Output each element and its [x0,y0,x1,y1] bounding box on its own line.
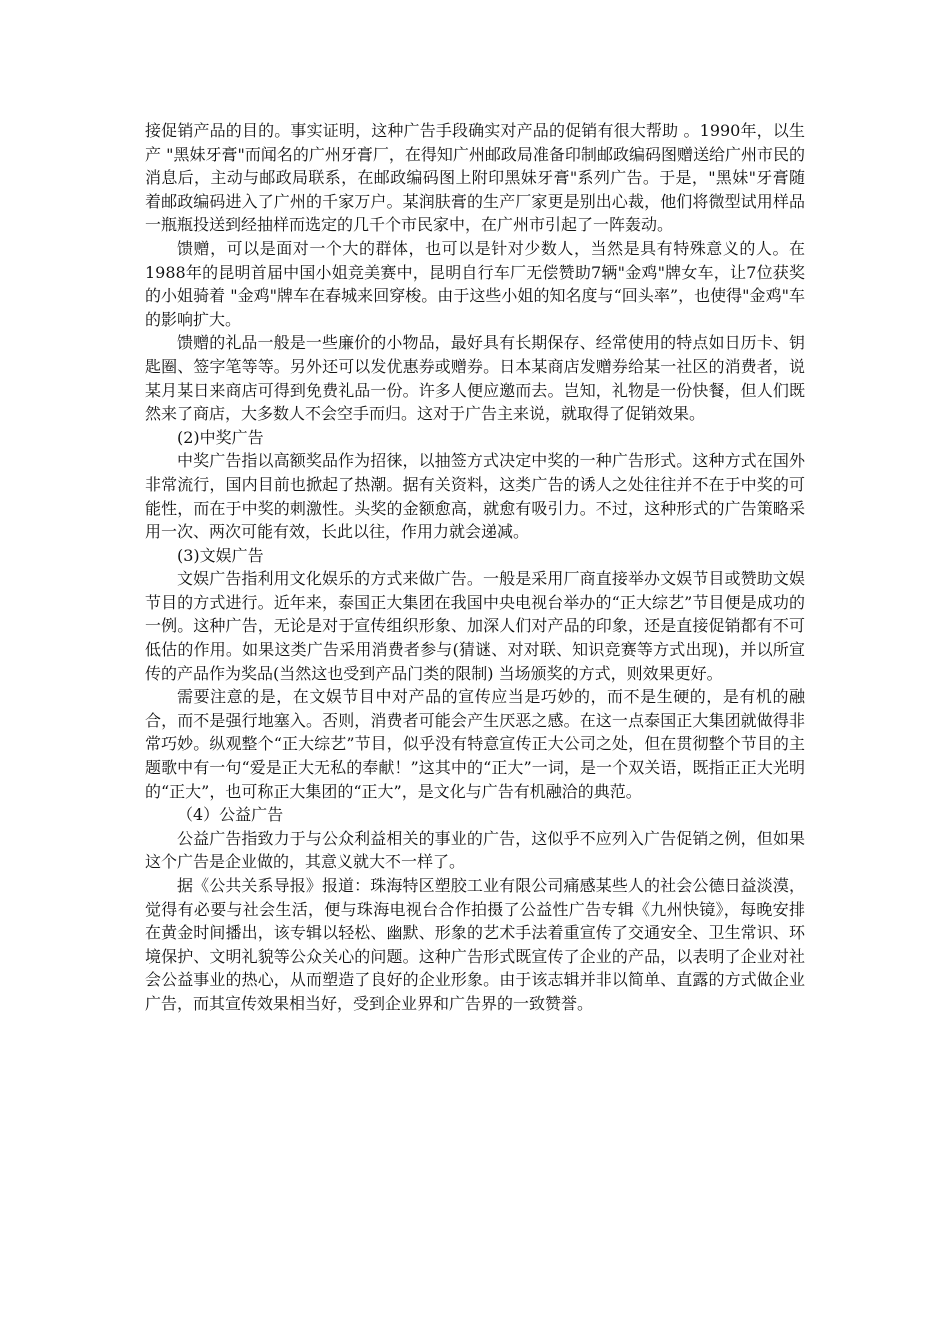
section-heading: (3)文娱广告 [177,545,264,565]
paragraph: 公益广告指致力于与公众利益相关的事业的广告，这似乎不应列入广告促销之例，但如果这个广告是企业做的，其意义就大不一样了。 [145,828,805,872]
paragraph: 据《公共关系导报》报道：珠海特区塑胶工业有限公司痛感某些人的社会公德日益淡漠，觉得有必要与社会生活，便与珠海电视台合作拍摄了公益性广告专辑《九州快镜》，每晚安排在黄金时间播出，该专辑以轻松、幽默、形象的艺术手法着重宣传了交通安全、卫生常识、环境保护、文明礼貌等公众关心的问题。这种广告形式既宣传了企业的产品，以表明了企业对社会公益事业的热心，从而塑造了良好的企业形象。由于该志辑并非以简单、直露的方式做企业广告，而其宣传效果相当好，受到企业界和广告界的一致赞誉。 [145,876,805,1013]
paragraph: 需要注意的是，在文娱节目中对产品的宣传应当是巧妙的，而不是生硬的，是有机的融合，而不是强行地塞入。否则，消费者可能会产生厌恶之感。在这一点泰国正大集团就做得非常巧妙。纵观整个“正大综艺”节目，似乎没有特意宣传正大公司之处，但在贯彻整个节目的主题歌中有一句“爱是正大无私的奉献！”这其中的“正大”一词，是一个双关语，既指正正大光明的“正大”，也可称正大集团的“正大”，是文化与广告有机融洽的典范。 [145,687,805,801]
paragraph: 文娱广告指利用文化娱乐的方式来做广告。一般是采用厂商直接举办文娱节目或赞助文娱节目的方式进行。近年来，泰国正大集团在我国中央电视台举办的“正大综艺”节目便是成功的一例。这种广告，无论是对于宣传组织形象、加深人们对产品的印象，还是直接促销都有不可低估的作用。如果这类广告采用消费者参与(猜谜、对对联、知识竞赛等方式出现)，并以所宣传的产品作为奖品(当然这也受到产品门类的限制) 当场颁奖的方式，则效果更好。 [145,569,805,683]
section-heading: (2)中奖广告 [177,427,264,447]
paragraph: 接促销产品的目的。事实证明，这种广告手段确实对产品的促销有很大帮助 。1990年，以生产 "黑妹牙膏"而闻名的广州牙膏厂，在得知广州邮政局准备印制邮政编码图赠送给广州市民的消息后，主动与邮政局联系，在邮政编码图上附印黑妹牙膏"系列广告。于是，"黑妹"牙膏随着邮政编码进入了广州的千家万户。某润肤膏的生产厂家更是别出心裁，他们将微型试用样品一瓶瓶投送到经抽样而选定的几千个市民家中，在广州市引起了一阵轰动。 [145,121,805,235]
document-body [145,119,805,1016]
paragraph: 馈赠，可以是面对一个大的群体，也可以是针对少数人，当然是具有特殊意义的人。在1988年的昆明首届中国小姐竞美赛中，昆明自行车厂无偿赞助7辆"金鸡"牌女车，让7位获奖的小姐骑着 "金鸡"牌车在春城来回穿梭。由于这些小姐的知名度与“回头率”，也使得"金鸡"车的影响扩大。 [145,238,805,329]
paragraph: 馈赠的礼品一般是一些廉价的小物品，最好具有长期保存、经常使用的特点如日历卡、钥匙圈、签字笔等等。另外还可以发优惠券或赠券。日本某商店发赠券给某一社区的消费者，说某月某日来商店可得到免费礼品一份。许多人便应邀而去。岂知，礼物是一份快餐，但人们既然来了商店，大多数人不会空手而归。这对于广告主来说，就取得了促销效果。 [145,333,805,424]
section-heading: （4）公益广告 [177,805,284,825]
paragraph: 中奖广告指以高额奖品作为招徕，以抽签方式决定中奖的一种广告形式。这种方式在国外非常流行，国内目前也掀起了热潮。据有关资料，这类广告的诱人之处往往并不在于中奖的可能性，而在于中奖的刺激性。头奖的金额愈高，就愈有吸引力。不过，这种形式的广告策略采用一次、两次可能有效，长此以往，作用力就会递减。 [145,451,805,542]
